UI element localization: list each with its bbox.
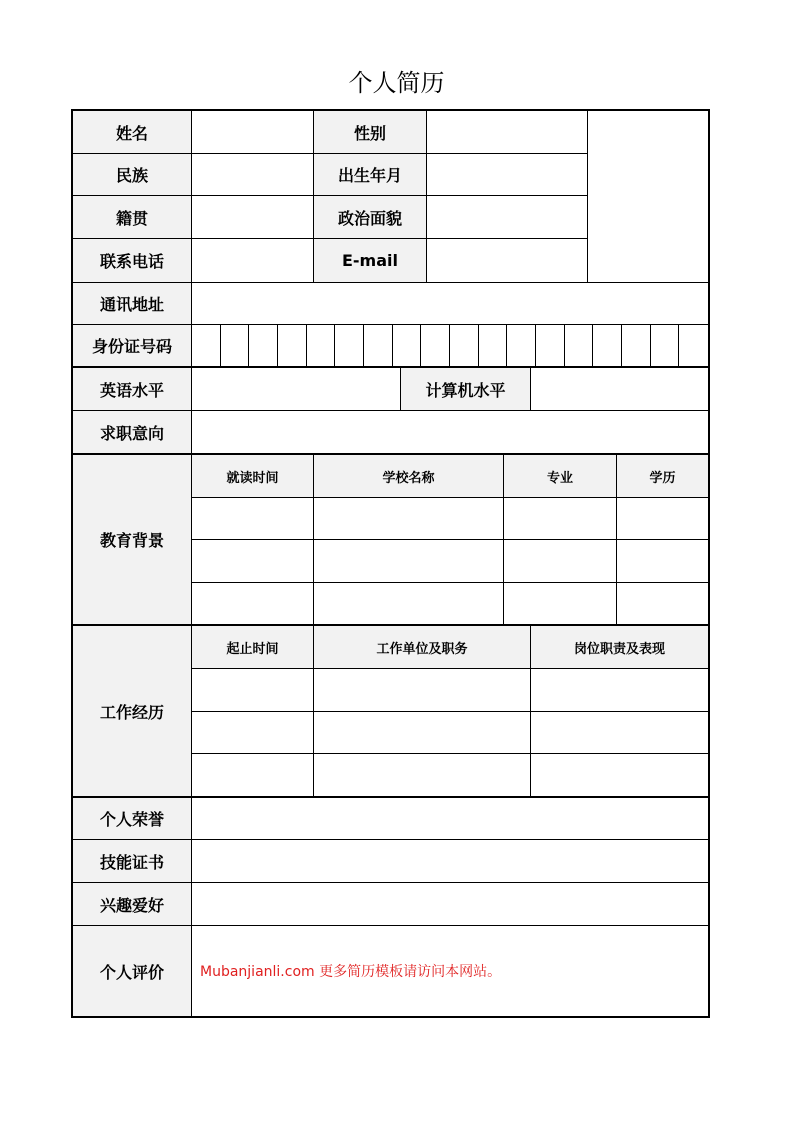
photo-box[interactable] — [588, 111, 708, 283]
skills-field[interactable] — [192, 840, 708, 883]
work-cell[interactable] — [314, 669, 531, 712]
political-field[interactable] — [427, 196, 588, 239]
id-digit-box[interactable] — [221, 325, 249, 368]
birth-field[interactable] — [427, 154, 588, 196]
id-digit-box[interactable] — [679, 325, 708, 368]
edu-cell[interactable] — [617, 498, 708, 540]
work-cell[interactable] — [531, 669, 708, 712]
birth-label: 出生年月 — [314, 154, 427, 196]
id-digit-box[interactable] — [507, 325, 536, 368]
edu-header-time: 就读时间 — [192, 455, 314, 498]
id-digit-box[interactable] — [479, 325, 507, 368]
skills-label: 技能证书 — [73, 840, 192, 883]
hobbies-field[interactable] — [192, 883, 708, 926]
phone-label: 联系电话 — [73, 239, 192, 283]
edu-cell[interactable] — [192, 583, 314, 626]
id-digit-box[interactable] — [307, 325, 335, 368]
id-digit-box[interactable] — [565, 325, 593, 368]
name-field[interactable] — [192, 111, 314, 154]
id-digit-box[interactable] — [278, 325, 307, 368]
computer-label: 计算机水平 — [401, 368, 531, 411]
id-digit-box[interactable] — [249, 325, 278, 368]
edu-cell[interactable] — [504, 498, 617, 540]
work-cell[interactable] — [531, 712, 708, 754]
work-label: 工作经历 — [73, 626, 192, 798]
id-digit-box[interactable] — [536, 325, 565, 368]
phone-field[interactable] — [192, 239, 314, 283]
id-digit-box[interactable] — [593, 325, 622, 368]
id-digit-box[interactable] — [651, 325, 679, 368]
edu-header-major: 专业 — [504, 455, 617, 498]
english-field[interactable] — [192, 368, 401, 411]
edu-header-degree: 学历 — [617, 455, 708, 498]
edu-cell[interactable] — [314, 498, 504, 540]
edu-header-school: 学校名称 — [314, 455, 504, 498]
work-cell[interactable] — [192, 712, 314, 754]
address-label: 通讯地址 — [73, 283, 192, 325]
gender-field[interactable] — [427, 111, 588, 154]
evaluation-field[interactable] — [192, 926, 708, 1016]
id-digit-box[interactable] — [192, 325, 221, 368]
political-label: 政治面貌 — [314, 196, 427, 239]
id-digit-box[interactable] — [622, 325, 651, 368]
name-label: 姓名 — [73, 111, 192, 154]
address-field[interactable] — [192, 283, 708, 325]
edu-cell[interactable] — [504, 583, 617, 626]
work-cell[interactable] — [531, 754, 708, 798]
work-header-company: 工作单位及职务 — [314, 626, 531, 669]
native-label: 籍贯 — [73, 196, 192, 239]
edu-cell[interactable] — [617, 583, 708, 626]
id-digit-box[interactable] — [421, 325, 450, 368]
english-label: 英语水平 — [73, 368, 192, 411]
work-cell[interactable] — [192, 669, 314, 712]
id-digit-box[interactable] — [450, 325, 479, 368]
email-field[interactable] — [427, 239, 588, 283]
edu-cell[interactable] — [192, 540, 314, 583]
id-label: 身份证号码 — [73, 325, 192, 368]
id-digit-box[interactable] — [393, 325, 421, 368]
page-title: 个人简历 — [348, 69, 445, 97]
edu-cell[interactable] — [617, 540, 708, 583]
edu-cell[interactable] — [314, 583, 504, 626]
edu-cell[interactable] — [504, 540, 617, 583]
work-header-period: 起止时间 — [192, 626, 314, 669]
job-label: 求职意向 — [73, 411, 192, 455]
ethnicity-label: 民族 — [73, 154, 192, 196]
resume-form — [71, 109, 710, 1018]
work-cell[interactable] — [314, 712, 531, 754]
work-cell[interactable] — [192, 754, 314, 798]
gender-label: 性别 — [314, 111, 427, 154]
honors-field[interactable] — [192, 798, 708, 840]
education-label: 教育背景 — [73, 455, 192, 626]
edu-cell[interactable] — [192, 498, 314, 540]
computer-field[interactable] — [531, 368, 708, 411]
hobbies-label: 兴趣爱好 — [73, 883, 192, 926]
id-digit-box[interactable] — [335, 325, 364, 368]
evaluation-note: Mubanjianli.com 更多简历模板请访问本网站。 — [200, 964, 502, 980]
evaluation-label: 个人评价 — [73, 926, 192, 1016]
id-digit-box[interactable] — [364, 325, 393, 368]
honors-label: 个人荣誉 — [73, 798, 192, 840]
edu-cell[interactable] — [314, 540, 504, 583]
native-field[interactable] — [192, 196, 314, 239]
job-field[interactable] — [192, 411, 708, 455]
work-cell[interactable] — [314, 754, 531, 798]
ethnicity-field[interactable] — [192, 154, 314, 196]
work-header-duties: 岗位职责及表现 — [531, 626, 708, 669]
email-label: E-mail — [314, 239, 427, 283]
